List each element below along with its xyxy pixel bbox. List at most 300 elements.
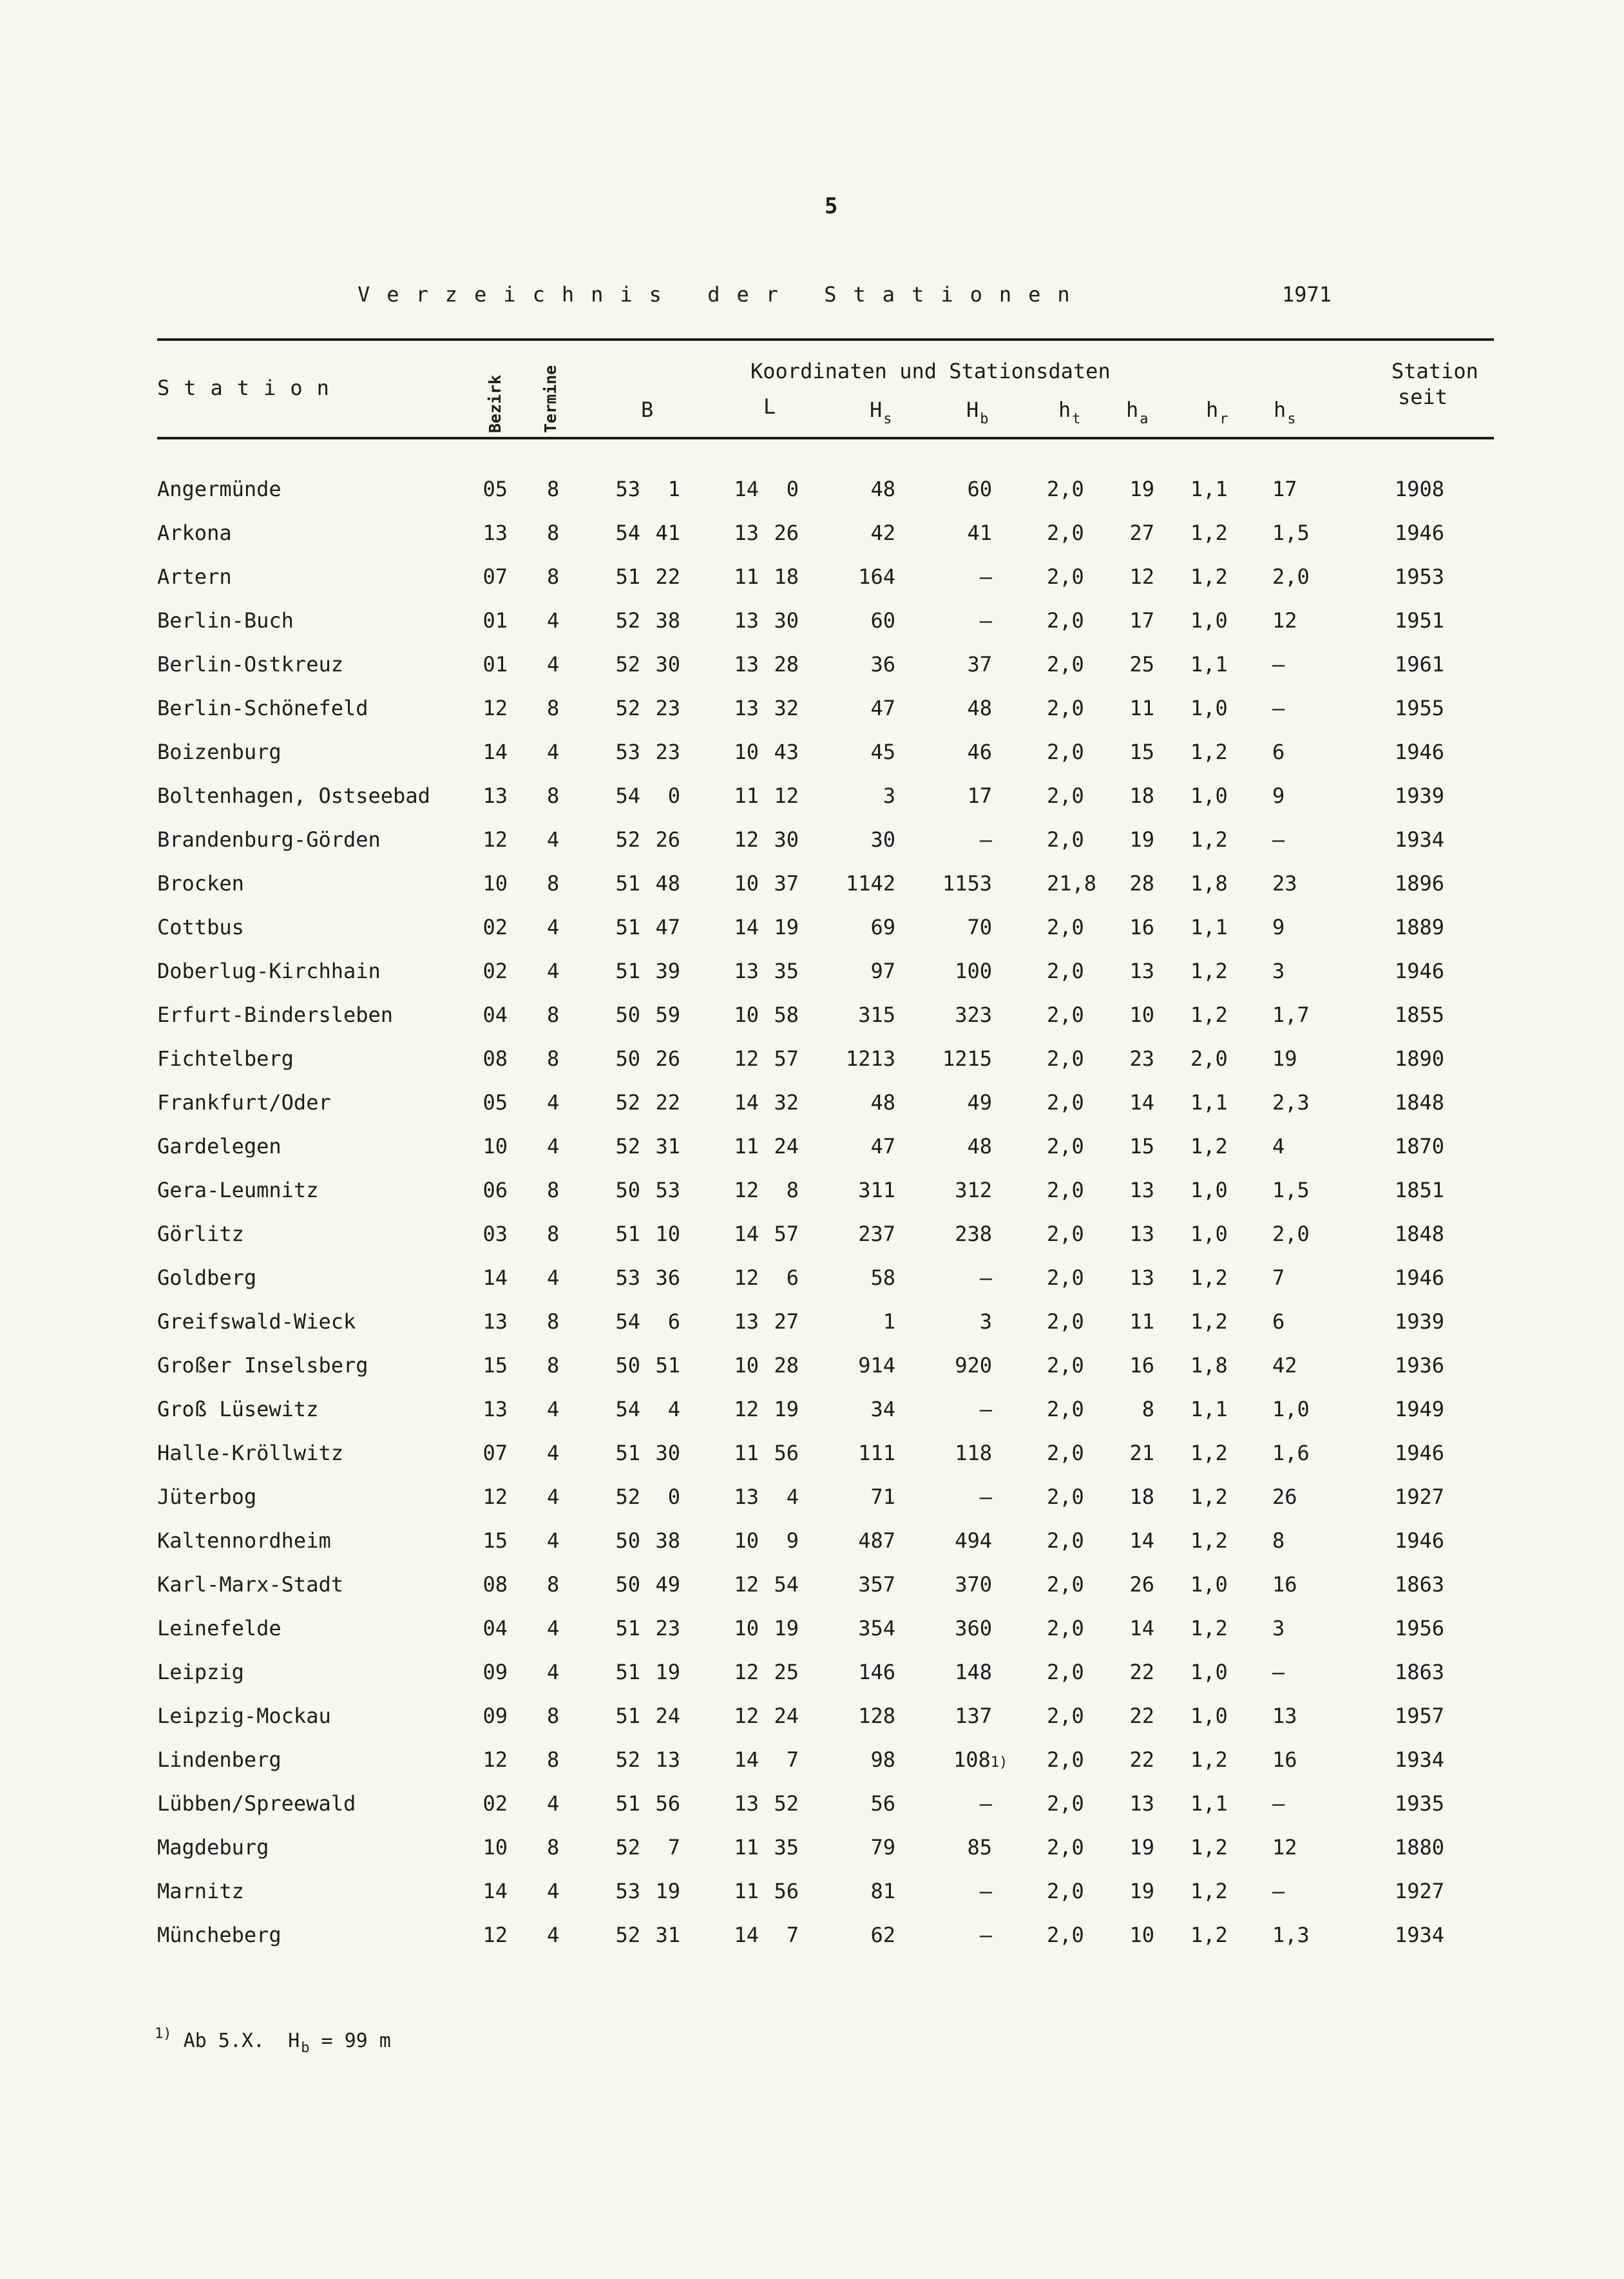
latitude-degrees-text: 51 — [615, 915, 640, 939]
sunshine-recorder-height-text: 3 — [1272, 959, 1285, 983]
barometer-height-text: 1153 — [942, 871, 992, 896]
longitude-minutes-text: 37 — [774, 871, 799, 896]
station-since-text: 1848 — [1395, 1222, 1445, 1246]
longitude-minutes-text: 26 — [774, 521, 799, 545]
barometer-height-text: 1215 — [942, 1046, 992, 1071]
thermometer-height-text: 2,0 — [1047, 784, 1084, 808]
sunshine-recorder-height — [1272, 564, 1310, 589]
station-name-text: Leipzig — [157, 1660, 244, 1684]
rain-gauge-height — [1190, 1572, 1228, 1597]
table-row — [0, 959, 1624, 1003]
longitude-minutes — [770, 1222, 799, 1246]
barometer-height-text: – — [979, 1397, 992, 1421]
barometer-height — [934, 1090, 992, 1115]
column-header-ht — [1058, 398, 1081, 427]
barometer-height — [934, 1791, 992, 1816]
anemometer-height — [1121, 1485, 1154, 1509]
table-row — [0, 1353, 1624, 1397]
longitude-degrees — [733, 1528, 759, 1553]
station-height — [837, 915, 895, 939]
station-name-text: Doberlug-Kirchhain — [157, 959, 381, 983]
thermometer-height — [1047, 1090, 1084, 1115]
latitude-degrees — [615, 1572, 640, 1597]
longitude-minutes — [770, 1134, 799, 1159]
latitude-degrees — [615, 1353, 640, 1378]
rain-gauge-height-text: 1,0 — [1190, 608, 1228, 633]
station-since-text: 1934 — [1395, 1747, 1445, 1772]
latitude-degrees-text: 54 — [615, 521, 640, 545]
longitude-degrees — [733, 1616, 759, 1640]
station-since — [1395, 652, 1444, 677]
station-name-text: Magdeburg — [157, 1835, 269, 1860]
station-since-text: 1880 — [1395, 1835, 1445, 1860]
longitude-degrees-text: 12 — [734, 1704, 759, 1728]
bezirk-value-text: 14 — [482, 1879, 508, 1903]
station-since — [1395, 1791, 1444, 1816]
anemometer-height — [1121, 1222, 1154, 1246]
anemometer-height-text: 14 — [1129, 1090, 1154, 1115]
barometer-height — [934, 1353, 992, 1378]
bezirk-value-text: 09 — [482, 1704, 508, 1728]
rain-gauge-height-text: 1,2 — [1190, 1309, 1228, 1334]
longitude-minutes-text: 7 — [786, 1747, 799, 1772]
latitude-minutes — [653, 1485, 680, 1509]
station-since — [1395, 1879, 1444, 1903]
rain-gauge-height-text: 1,1 — [1190, 652, 1228, 677]
longitude-minutes — [770, 1616, 799, 1640]
rain-gauge-height-text: 1,2 — [1190, 564, 1228, 589]
footnote-symbol: H — [288, 2030, 300, 2052]
termine-value — [547, 1616, 559, 1640]
longitude-degrees-text: 14 — [734, 915, 759, 939]
column-header-ha-symbol: h — [1126, 398, 1139, 422]
station-name-text: Cottbus — [157, 915, 244, 939]
longitude-degrees — [733, 1441, 759, 1465]
station-since — [1395, 1704, 1444, 1728]
bezirk-value-text: 14 — [482, 740, 508, 764]
termine-value — [547, 1090, 559, 1115]
longitude-minutes-text: 43 — [774, 740, 799, 764]
station-since — [1395, 1485, 1444, 1509]
longitude-minutes-text: 35 — [774, 959, 799, 983]
station-height-text: 34 — [870, 1397, 895, 1421]
longitude-minutes — [770, 1660, 799, 1684]
sunshine-recorder-height — [1272, 740, 1285, 764]
latitude-minutes — [653, 740, 680, 764]
termine-value — [547, 1923, 559, 1947]
thermometer-height — [1047, 1178, 1084, 1202]
station-height-text: 58 — [870, 1265, 895, 1290]
rain-gauge-height — [1190, 1441, 1228, 1465]
latitude-minutes-text: 30 — [655, 1441, 680, 1465]
bezirk-value-text: 05 — [482, 477, 508, 501]
station-name-text: Gera-Leumnitz — [157, 1178, 319, 1202]
termine-value-text: 4 — [547, 1528, 560, 1553]
station-height — [837, 827, 895, 852]
rain-gauge-height-text: 1,2 — [1190, 1923, 1228, 1947]
longitude-degrees-text: 13 — [734, 608, 759, 633]
rain-gauge-height-text: 2,0 — [1190, 1046, 1228, 1071]
station-since — [1395, 477, 1444, 501]
longitude-minutes-text: 8 — [786, 1178, 799, 1202]
termine-value — [547, 1879, 559, 1903]
thermometer-height — [1047, 1003, 1084, 1027]
station-name-text: Lindenberg — [157, 1747, 282, 1772]
longitude-degrees — [733, 784, 759, 808]
station-since-text: 1939 — [1395, 1309, 1445, 1334]
bezirk-value — [482, 1485, 508, 1509]
station-height — [837, 1046, 895, 1071]
station-name — [157, 1309, 356, 1334]
anemometer-height-text: 27 — [1129, 521, 1154, 545]
thermometer-height-text: 2,0 — [1047, 1222, 1084, 1246]
bezirk-value — [482, 915, 508, 939]
longitude-degrees — [733, 521, 759, 545]
anemometer-height-text: 10 — [1129, 1003, 1154, 1027]
barometer-height-text: 70 — [967, 915, 992, 939]
sunshine-recorder-height-text: 2,0 — [1272, 1222, 1310, 1246]
latitude-minutes — [653, 608, 680, 633]
latitude-minutes — [653, 1222, 680, 1246]
station-name — [157, 1528, 331, 1553]
anemometer-height — [1121, 1747, 1154, 1772]
latitude-minutes — [653, 871, 680, 896]
longitude-degrees-text: 14 — [734, 477, 759, 501]
thermometer-height — [1047, 696, 1084, 720]
longitude-degrees-text: 14 — [734, 1090, 759, 1115]
station-since-text: 1955 — [1395, 696, 1445, 720]
anemometer-height — [1121, 564, 1154, 589]
rain-gauge-height-text: 1,2 — [1190, 1616, 1228, 1640]
latitude-degrees — [615, 1835, 640, 1860]
termine-value-text: 8 — [547, 696, 560, 720]
station-since-text: 1848 — [1395, 1090, 1445, 1115]
latitude-degrees-text: 51 — [615, 564, 640, 589]
station-name-text: Müncheberg — [157, 1923, 282, 1947]
table-row — [0, 1309, 1624, 1353]
thermometer-height-text: 2,0 — [1047, 1616, 1084, 1640]
latitude-minutes-text: 26 — [655, 827, 680, 852]
latitude-minutes — [653, 696, 680, 720]
barometer-height-text: 3 — [979, 1309, 992, 1334]
anemometer-height-text: 12 — [1129, 564, 1154, 589]
bezirk-value-text: 07 — [482, 564, 508, 589]
station-height-text: 1142 — [845, 871, 895, 896]
latitude-degrees-text: 51 — [615, 1441, 640, 1465]
rain-gauge-height — [1190, 1353, 1228, 1378]
thermometer-height — [1047, 477, 1084, 501]
station-since — [1395, 959, 1444, 983]
anemometer-height — [1121, 1879, 1154, 1903]
table-row — [0, 1879, 1624, 1923]
column-header-station-seit-line1: Station — [1391, 359, 1478, 383]
station-name — [157, 1353, 368, 1378]
longitude-minutes — [770, 1046, 799, 1071]
sunshine-recorder-height-text: 1,5 — [1272, 1178, 1310, 1202]
rain-gauge-height — [1190, 1923, 1228, 1947]
bezirk-value — [482, 1397, 508, 1421]
table-row — [0, 564, 1624, 608]
latitude-degrees — [615, 959, 640, 983]
sunshine-recorder-height — [1272, 1704, 1297, 1728]
barometer-height-text: – — [979, 608, 992, 633]
latitude-degrees — [615, 1397, 640, 1421]
thermometer-height — [1047, 1134, 1084, 1159]
longitude-degrees — [733, 1485, 759, 1509]
anemometer-height — [1121, 1660, 1154, 1684]
bezirk-value-text: 06 — [482, 1178, 508, 1202]
anemometer-height — [1121, 1704, 1154, 1728]
latitude-degrees-text: 51 — [615, 959, 640, 983]
latitude-minutes — [653, 1397, 680, 1421]
sunshine-recorder-height-text: 1,5 — [1272, 521, 1310, 545]
latitude-minutes-text: 56 — [655, 1791, 680, 1816]
longitude-minutes — [770, 1791, 799, 1816]
longitude-degrees-text: 11 — [734, 1441, 759, 1465]
termine-value — [547, 1528, 559, 1553]
station-name-text: Berlin-Buch — [157, 608, 294, 633]
latitude-minutes-text: 30 — [655, 652, 680, 677]
longitude-minutes — [770, 871, 799, 896]
anemometer-height-text: 13 — [1129, 959, 1154, 983]
longitude-degrees-text: 13 — [734, 1309, 759, 1334]
station-name — [157, 740, 282, 764]
barometer-height-text: – — [979, 1485, 992, 1509]
station-name — [157, 1747, 282, 1772]
longitude-minutes — [770, 1528, 799, 1553]
latitude-degrees-text: 54 — [615, 784, 640, 808]
station-height — [837, 871, 895, 896]
station-since-text: 1927 — [1395, 1485, 1445, 1509]
bezirk-value — [482, 696, 508, 720]
station-since — [1395, 827, 1444, 852]
barometer-height — [934, 696, 992, 720]
table-header-top-rule — [157, 338, 1494, 341]
station-since — [1395, 1572, 1444, 1597]
anemometer-height — [1121, 871, 1154, 896]
station-since-text: 1957 — [1395, 1704, 1445, 1728]
sunshine-recorder-height-text: 9 — [1272, 784, 1285, 808]
station-height-text: 47 — [870, 1134, 895, 1159]
thermometer-height-text: 2,0 — [1047, 1572, 1084, 1597]
rain-gauge-height — [1190, 740, 1228, 764]
latitude-degrees-text: 50 — [615, 1003, 640, 1027]
sunshine-recorder-height — [1272, 1265, 1285, 1290]
anemometer-height-text: 18 — [1129, 1485, 1154, 1509]
station-height — [837, 1003, 895, 1027]
longitude-minutes-text: 28 — [774, 1353, 799, 1378]
latitude-degrees — [615, 1046, 640, 1071]
sunshine-recorder-height-text: 4 — [1272, 1134, 1285, 1159]
latitude-minutes-text: 0 — [667, 1485, 680, 1509]
station-since-text: 1946 — [1395, 1265, 1445, 1290]
thermometer-height — [1047, 1441, 1084, 1465]
longitude-degrees-text: 13 — [734, 652, 759, 677]
barometer-height-text: 238 — [955, 1222, 992, 1246]
latitude-degrees — [615, 1791, 640, 1816]
thermometer-height-text: 2,0 — [1047, 1353, 1084, 1378]
longitude-minutes — [770, 1003, 799, 1027]
rain-gauge-height — [1190, 1134, 1228, 1159]
thermometer-height — [1047, 1616, 1084, 1640]
termine-value — [547, 1485, 559, 1509]
longitude-degrees — [733, 1178, 759, 1202]
column-header-ht-symbol: h — [1058, 398, 1071, 422]
bezirk-value-text: 07 — [482, 1441, 508, 1465]
termine-value — [547, 1791, 559, 1816]
station-since — [1395, 608, 1444, 633]
station-name-text: Erfurt-Bindersleben — [157, 1003, 394, 1027]
anemometer-height — [1121, 608, 1154, 633]
station-name-text: Frankfurt/Oder — [157, 1090, 331, 1115]
station-since — [1395, 915, 1444, 939]
station-name — [157, 564, 232, 589]
latitude-minutes — [653, 1660, 680, 1684]
sunshine-recorder-height-text: – — [1272, 1660, 1285, 1684]
thermometer-height-text: 2,0 — [1047, 1660, 1084, 1684]
longitude-degrees — [733, 1879, 759, 1903]
sunshine-recorder-height — [1272, 871, 1297, 896]
anemometer-height-text: 13 — [1129, 1178, 1154, 1202]
station-name — [157, 1003, 393, 1027]
longitude-minutes-text: 35 — [774, 1835, 799, 1860]
station-since-text: 1934 — [1395, 1923, 1445, 1947]
longitude-degrees-text: 13 — [734, 959, 759, 983]
anemometer-height — [1121, 696, 1154, 720]
sunshine-recorder-height — [1272, 1616, 1285, 1640]
longitude-degrees-text: 14 — [734, 1747, 759, 1772]
station-name — [157, 1485, 256, 1509]
latitude-degrees — [615, 1134, 640, 1159]
bezirk-value-text: 01 — [482, 608, 508, 633]
thermometer-height — [1047, 740, 1084, 764]
thermometer-height — [1047, 1353, 1084, 1378]
barometer-height-text: 494 — [955, 1528, 992, 1553]
latitude-degrees-text: 52 — [615, 1747, 640, 1772]
latitude-degrees-text: 52 — [615, 1835, 640, 1860]
barometer-height — [934, 827, 992, 852]
anemometer-height — [1121, 1923, 1154, 1947]
latitude-minutes-text: 38 — [655, 1528, 680, 1553]
termine-value — [547, 1222, 559, 1246]
station-since — [1395, 1660, 1444, 1684]
sunshine-recorder-height-text: 1,7 — [1272, 1003, 1310, 1027]
anemometer-height-text: 19 — [1129, 1879, 1154, 1903]
station-height-text: 69 — [870, 915, 895, 939]
longitude-degrees — [733, 477, 759, 501]
anemometer-height-text: 22 — [1129, 1747, 1154, 1772]
barometer-height-text: 920 — [955, 1353, 992, 1378]
bezirk-value — [482, 959, 508, 983]
column-header-termine: Termine — [541, 365, 560, 433]
thermometer-height — [1047, 1923, 1084, 1947]
longitude-degrees-text: 10 — [734, 1003, 759, 1027]
rain-gauge-height-text: 1,1 — [1190, 1791, 1228, 1816]
anemometer-height — [1121, 1003, 1154, 1027]
station-height — [837, 740, 895, 764]
table-row — [0, 1003, 1624, 1046]
sunshine-recorder-height — [1272, 827, 1285, 852]
longitude-degrees — [733, 1923, 759, 1947]
station-height-text: 36 — [870, 652, 895, 677]
station-since-text: 1889 — [1395, 915, 1445, 939]
station-name — [157, 1835, 269, 1860]
rain-gauge-height — [1190, 1178, 1228, 1202]
rain-gauge-height-text: 1,2 — [1190, 959, 1228, 983]
sunshine-recorder-height — [1272, 1397, 1310, 1421]
anemometer-height-text: 14 — [1129, 1616, 1154, 1640]
latitude-minutes — [653, 1090, 680, 1115]
thermometer-height-text: 2,0 — [1047, 915, 1084, 939]
sunshine-recorder-height-text: 3 — [1272, 1616, 1285, 1640]
station-since — [1395, 740, 1444, 764]
longitude-minutes — [770, 521, 799, 545]
station-name-text: Boltenhagen, Ostseebad — [157, 784, 430, 808]
latitude-minutes — [653, 1616, 680, 1640]
footnote-text-after: = 99 m — [321, 2030, 391, 2052]
latitude-minutes-text: 53 — [655, 1178, 680, 1202]
sunshine-recorder-height-text: 1,6 — [1272, 1441, 1310, 1465]
longitude-degrees-text: 12 — [734, 1178, 759, 1202]
thermometer-height — [1047, 564, 1084, 589]
station-height — [837, 1528, 895, 1553]
sunshine-recorder-height-text: 7 — [1272, 1265, 1285, 1290]
termine-value-text: 4 — [547, 652, 560, 677]
barometer-height-text: 41 — [967, 521, 992, 545]
bezirk-value-text: 05 — [482, 1090, 508, 1115]
latitude-degrees-text: 54 — [615, 1309, 640, 1334]
longitude-minutes-text: 18 — [774, 564, 799, 589]
termine-value-text: 8 — [547, 1222, 560, 1246]
latitude-minutes-text: 10 — [655, 1222, 680, 1246]
latitude-degrees-text: 54 — [615, 1397, 640, 1421]
longitude-degrees-text: 10 — [734, 1353, 759, 1378]
station-since — [1395, 1003, 1444, 1027]
sunshine-recorder-height — [1272, 1747, 1297, 1772]
termine-value — [547, 1046, 559, 1071]
station-since — [1395, 1309, 1444, 1334]
termine-value-text: 8 — [547, 1003, 560, 1027]
anemometer-height — [1121, 1046, 1154, 1071]
bezirk-value — [482, 1309, 508, 1334]
longitude-minutes-text: 24 — [774, 1134, 799, 1159]
termine-value — [547, 784, 559, 808]
longitude-minutes-text: 52 — [774, 1791, 799, 1816]
latitude-minutes — [653, 564, 680, 589]
termine-value-text: 4 — [547, 1397, 560, 1421]
barometer-height-text: 37 — [967, 652, 992, 677]
latitude-minutes — [653, 1879, 680, 1903]
station-height-text: 357 — [858, 1572, 895, 1597]
station-height — [837, 1397, 895, 1421]
table-row — [0, 1134, 1624, 1178]
station-height — [837, 1265, 895, 1290]
longitude-degrees — [733, 1747, 759, 1772]
longitude-minutes-text: 32 — [774, 1090, 799, 1115]
sunshine-recorder-height — [1272, 1003, 1310, 1027]
station-since-text: 1951 — [1395, 608, 1445, 633]
station-height — [837, 608, 895, 633]
longitude-minutes-text: 4 — [786, 1485, 799, 1509]
latitude-degrees-text: 53 — [615, 1265, 640, 1290]
latitude-degrees — [615, 696, 640, 720]
sunshine-recorder-height-text: – — [1272, 1791, 1285, 1816]
bezirk-value — [482, 1003, 508, 1027]
table-row — [0, 1923, 1624, 1966]
station-name — [157, 652, 343, 677]
station-name-text: Greifswald-Wieck — [157, 1309, 356, 1334]
rain-gauge-height — [1190, 696, 1228, 720]
